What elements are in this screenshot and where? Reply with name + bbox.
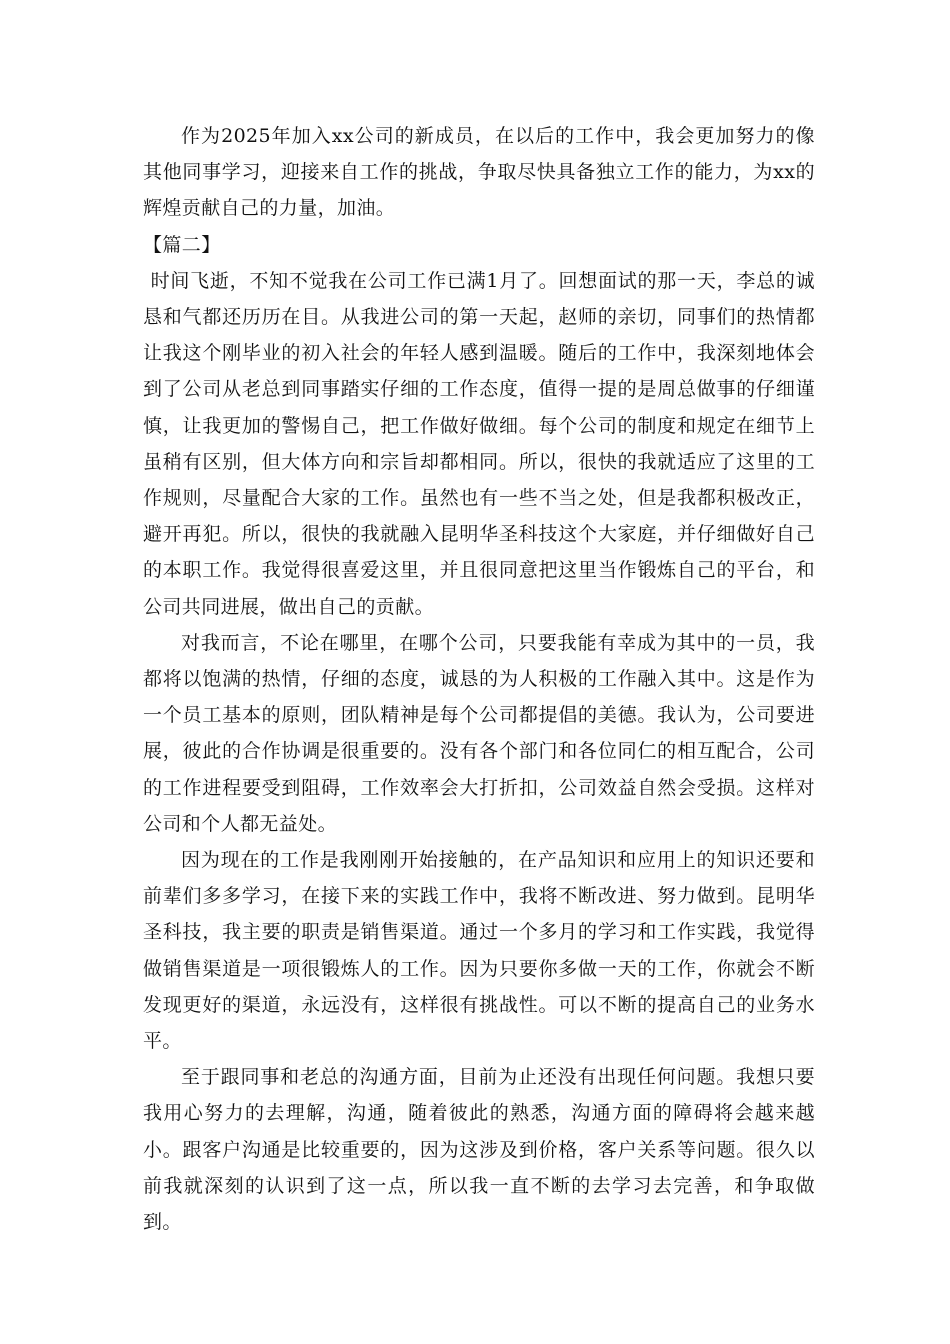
paragraph-first-month: 时间飞逝，不知不觉我在公司工作已满1月了。回想面试的那一天，李总的诚恳和气都还历历在目。从我进公司的第一天起，赵师的亲切，同事们的热情都让我这个刚毕业的初入社会的年轻人感到温暖。随后的工作中，我深刻地体会到了公司从老总到同事踏实仔细的工作态度，值得一提的是周总做事的仔细谨慎，让我更加的警惕自己，把工作做好做细。每个公司的制度和规定在细节上虽稍有区别，但大体方向和宗旨却都相同。所以，很快的我就适应了这里的工作规则，尽量配合大家的工作。虽然也有一些不当之处，但是我都积极改正，避开再犯。所以，很快的我就融入昆明华圣科技这个大家庭，并仔细做好自己的本职工作。我觉得很喜爱这里，并且很同意把这里当作锻炼自己的平台，和公司共同进展，做出自己的贡献。 [143, 269, 815, 618]
document-body [143, 118, 815, 1240]
section-heading-part-two: 【篇二】 [143, 233, 221, 256]
paragraph-communication: 至于跟同事和老总的沟通方面，目前为止还没有出现任何问题。我想只要我用心努力的去理解，沟通，随着彼此的熟悉，沟通方面的障碍将会越来越小。跟客户沟通是比较重要的，因为这涉及到价格，客户关系等问题。很久以前我就深刻的认识到了这一点，所以我一直不断的去学习去完善，和争取做到。 [143, 1066, 815, 1234]
paragraph-teamwork: 对我而言，不论在哪里，在哪个公司，只要我能有幸成为其中的一员，我都将以饱满的热情，仔细的态度，诚恳的为人积极的工作融入其中。这是作为一个员工基本的原则，团队精神是每个公司都提倡的美德。我认为，公司要进展，彼此的合作协调是很重要的。没有各个部门和各位同仁的相互配合，公司的工作进程要受到阻碍，工作效率会大打折扣，公司效益自然会受损。这样对公司和个人都无益处。 [143, 631, 815, 835]
paragraph-intro-closing: 作为2025年加入xx公司的新成员，在以后的工作中，我会更加努力的像其他同事学习，迎接来自工作的挑战，争取尽快具备独立工作的能力，为xx的辉煌贡献自己的力量，加油。 [143, 125, 815, 220]
paragraph-sales-channel: 因为现在的工作是我刚刚开始接触的，在产品知识和应用上的知识还要和前辈们多多学习，在接下来的实践工作中，我将不断改进、努力做到。昆明华圣科技，我主要的职责是销售渠道。通过一个多月的学习和工作实践，我觉得做销售渠道是一项很锻炼人的工作。因为只要你多做一天的工作，你就会不断发现更好的渠道，永远没有，这样很有挑战性。可以不断的提高自己的业务水平。 [143, 849, 815, 1053]
